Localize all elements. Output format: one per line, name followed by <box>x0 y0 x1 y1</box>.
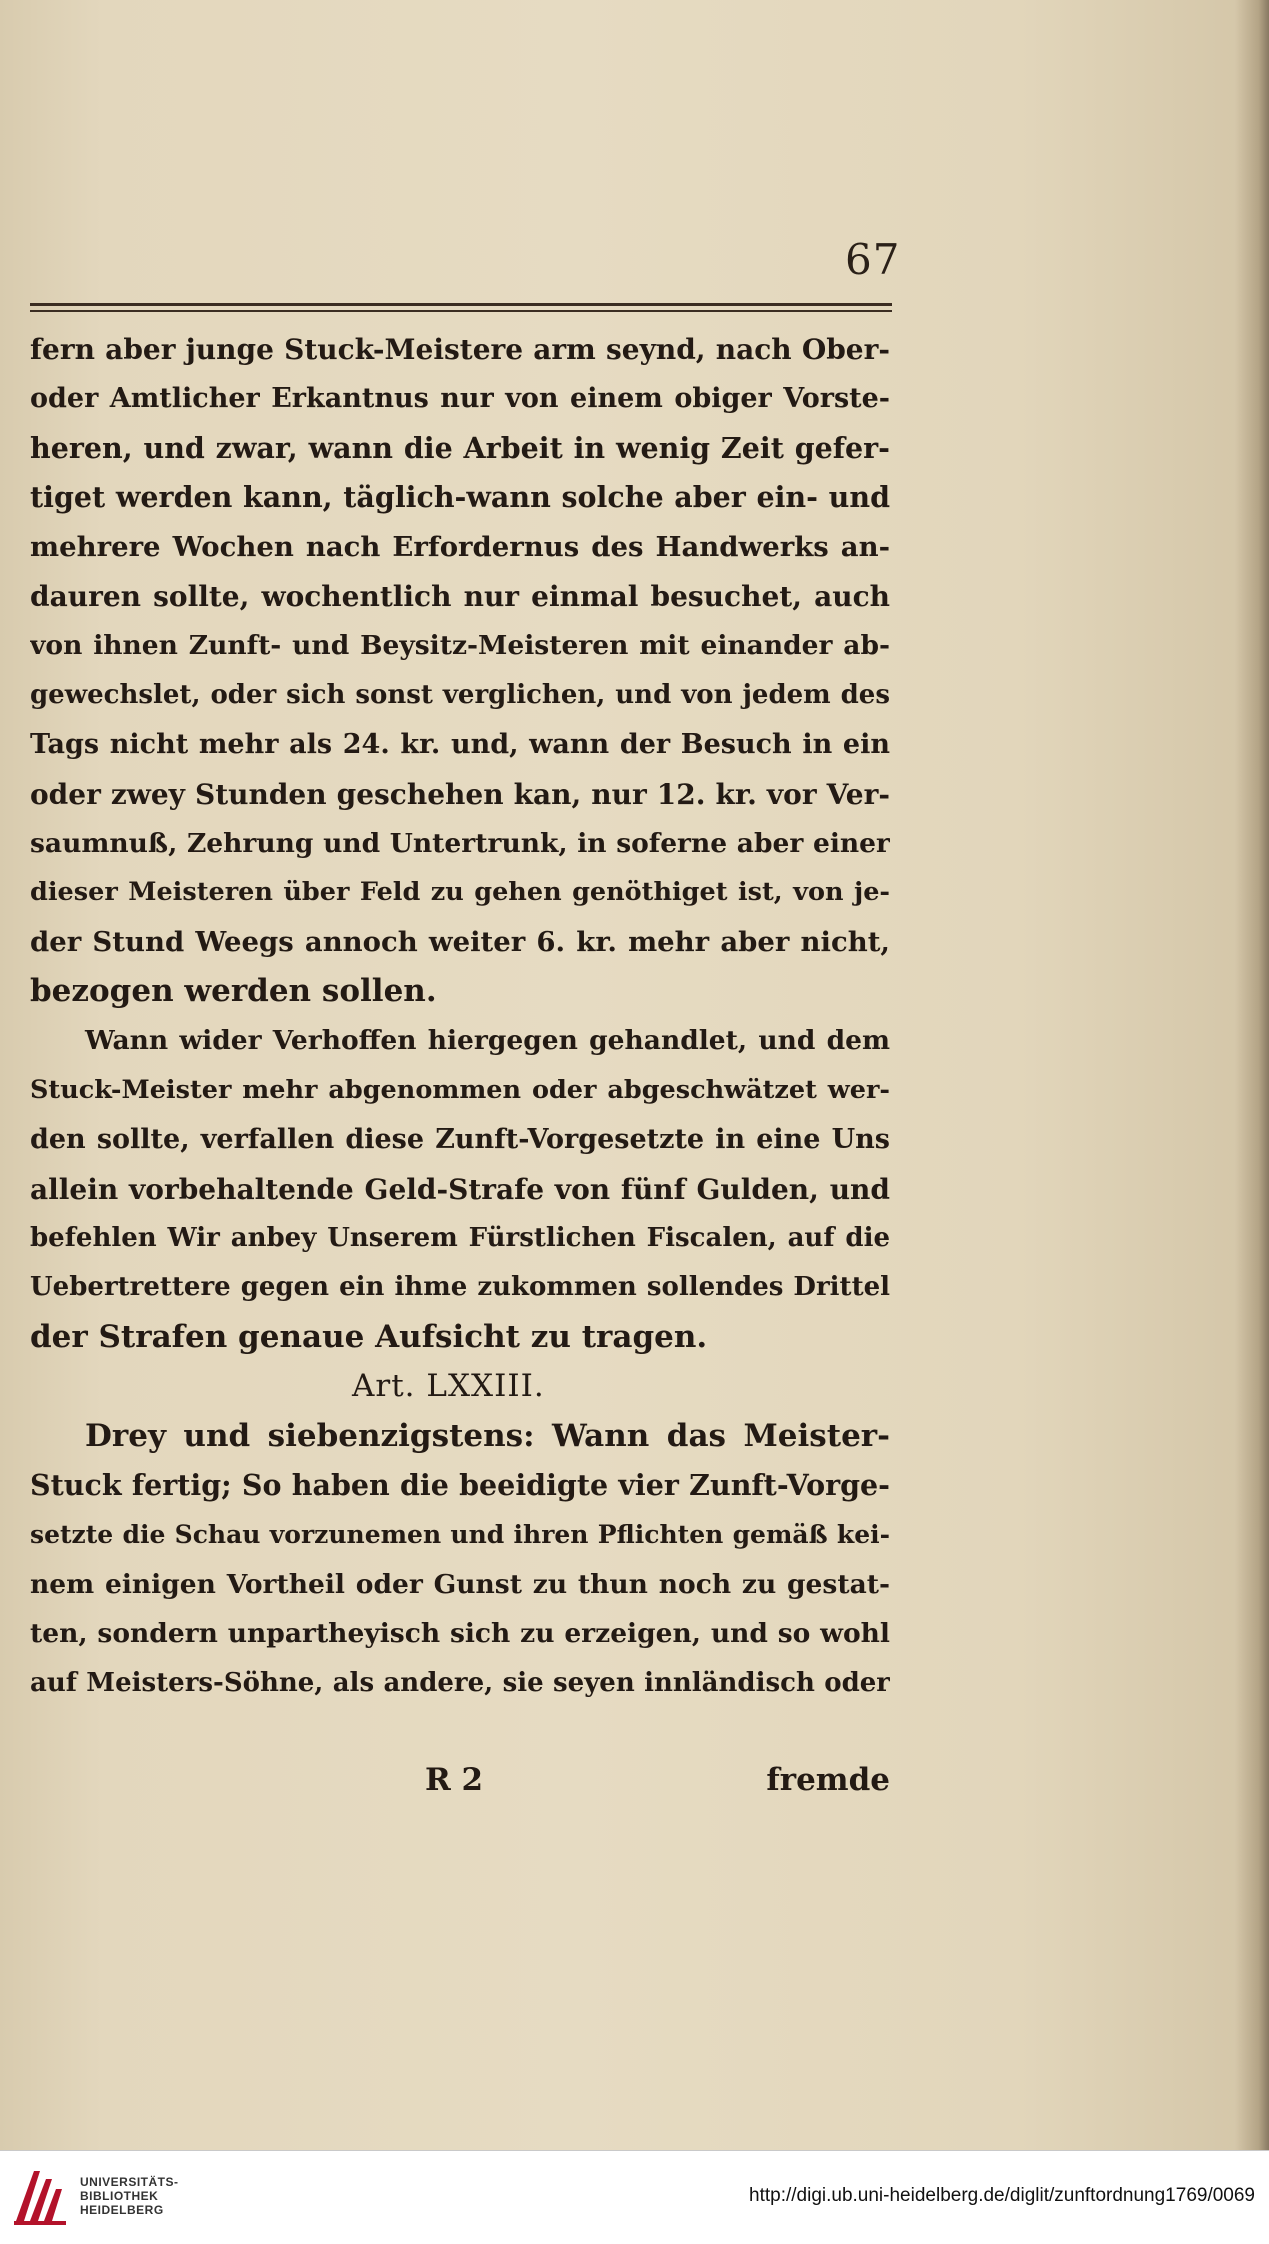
library-logo-icon <box>12 2165 70 2227</box>
text-line: heren, und zwar, wann die Arbeit in wenig Zeit gefer- <box>30 430 890 465</box>
header-rule-thin <box>30 310 892 312</box>
text-line: dauren sollte, wochentlich nur einmal besuchet, auch <box>30 579 890 613</box>
source-url[interactable]: http://digi.ub.uni-heidelberg.de/diglit/zunftordnung1769/0069 <box>749 2185 1255 2206</box>
text-line: dieser Meisteren über Feld zu gehen genöthiget ist, von je- <box>30 877 890 908</box>
text-line: setzte die Schau vorzunemen und ihren Pflichten gemäß kei- <box>30 1520 890 1550</box>
text-line: mehrere Wochen nach Erfordernus des Handwerks an- <box>30 530 890 563</box>
catchword: fremde <box>766 1762 890 1798</box>
header-rule <box>30 303 892 306</box>
text-line: der Stund Weegs annoch weiter 6. kr. mehr aber nicht, <box>30 925 890 958</box>
text-line: bezogen werden sollen. <box>30 973 437 1010</box>
text-line: Stuck-Meister mehr abgenommen oder abgeschwätzet wer- <box>30 1074 890 1105</box>
text-line: den sollte, verfallen diese Zunft-Vorgesetzte in eine Uns <box>30 1124 890 1156</box>
library-name-line: UNIVERSITÄTS- <box>80 2175 179 2189</box>
text-line: ten, sondern unpartheyisch sich zu erzeigen, und so wohl <box>30 1618 890 1650</box>
text-line: von ihnen Zunft- und Beysitz-Meisteren mit einander ab- <box>30 630 890 662</box>
text-line: Uebertrettere gegen ein ihme zukommen sollendes Drittel <box>30 1272 890 1303</box>
text-line: allein vorbehaltende Geld-Strafe von fünf Gulden, und <box>30 1172 890 1206</box>
text-line: Tags nicht mehr als 24. kr. und, wann der Besuch in ein <box>30 729 890 761</box>
library-name-line: BIBLIOTHEK <box>80 2189 159 2203</box>
text-line: saumnuß, Zehrung und Untertrunk, in soferne aber einer <box>30 827 890 859</box>
page-number: 67 <box>845 235 901 284</box>
body-text <box>30 325 890 1708</box>
article-heading: Art. LXXIII. <box>352 1368 545 1405</box>
text-line: befehlen Wir anbey Unserem Fürstlichen Fiscalen, auf die <box>30 1223 890 1254</box>
text-line: nem einigen Vortheil oder Gunst zu thun noch zu gestat- <box>30 1568 890 1600</box>
page-footer-line <box>30 1762 890 1812</box>
library-footer-bar <box>0 2150 1269 2244</box>
text-line: tiget werden kann, täglich-wann solche aber ein- und <box>30 480 890 515</box>
text-line: oder Amtlicher Erkantnus nur von einem obiger Vorste- <box>30 383 890 415</box>
text-line: Drey und siebenzigstens: Wann das Meister- <box>85 1417 890 1454</box>
page-edge-shadow <box>1235 0 1269 2150</box>
text-line: der Strafen genaue Aufsicht zu tragen. <box>30 1318 708 1355</box>
text-line: oder zwey Stunden geschehen kan, nur 12. kr. vor Ver- <box>30 777 890 811</box>
text-line: auf Meisters-Söhne, als andere, sie seyen innländisch oder <box>30 1667 890 1698</box>
text-line: Stuck fertig; So haben die beeidigte vier Zunft-Vorge- <box>30 1467 890 1502</box>
library-name <box>80 2175 179 2217</box>
text-line: Wann wider Verhoffen hiergegen gehandlet, und dem <box>85 1025 890 1057</box>
text-line: gewechslet, oder sich sonst verglichen, und von jedem des <box>30 679 890 710</box>
signature-mark: R 2 <box>425 1762 484 1798</box>
text-line: fern aber junge Stuck-Meistere arm seynd, nach Ober- <box>30 333 890 366</box>
library-name-line: HEIDELBERG <box>80 2203 164 2217</box>
